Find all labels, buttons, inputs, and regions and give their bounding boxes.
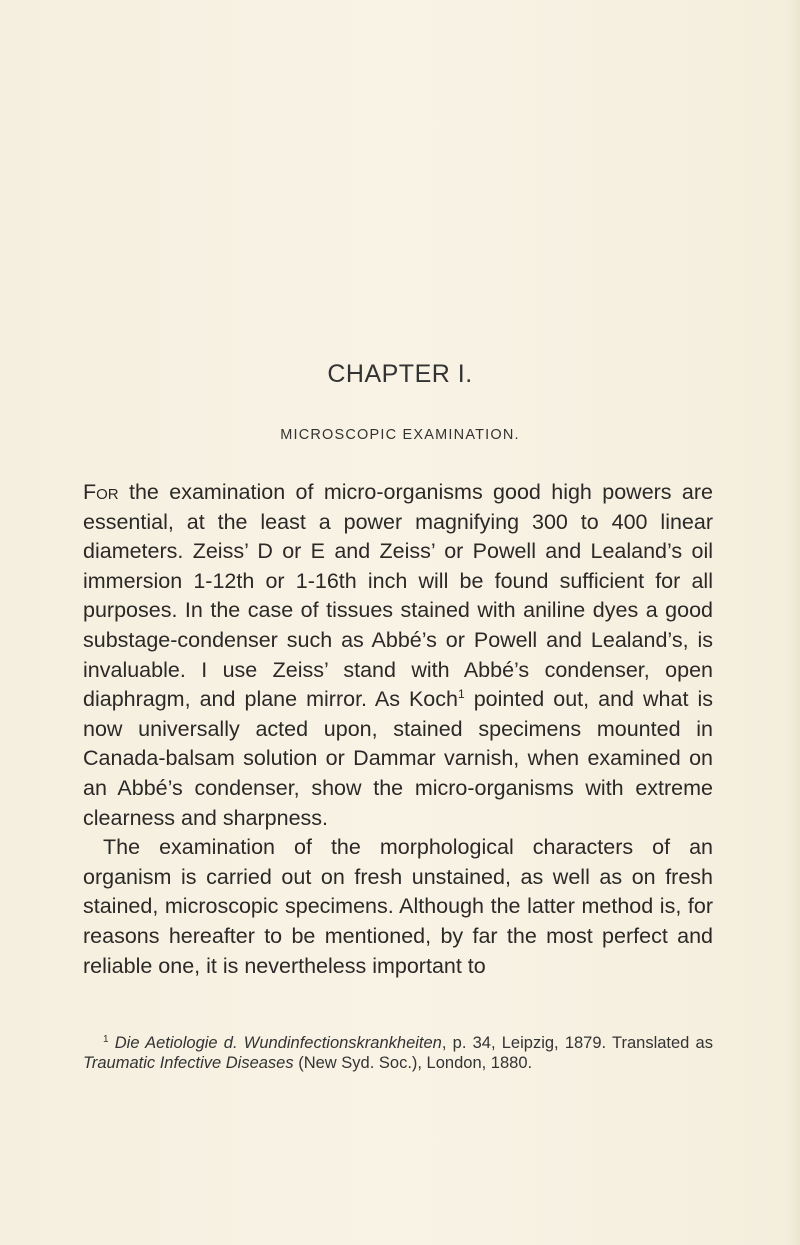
footnote-marker: 1 xyxy=(103,1034,109,1045)
chapter-heading: CHAPTER I. xyxy=(327,360,473,388)
footnote-cited-title: Die Aetiologie d. Wundinfectionskrankheiten xyxy=(114,1034,442,1052)
paragraph-1 xyxy=(83,478,713,833)
paragraph-1-lead-word: For xyxy=(83,480,119,504)
footnote-text-a: , p. 34, Leipzig, 1879. Translated as xyxy=(441,1034,713,1052)
footnote-text-b: (New Syd. Soc.), London, 1880. xyxy=(293,1054,533,1072)
footnote xyxy=(83,1033,713,1073)
body-text xyxy=(83,478,713,981)
paragraph-1-text-b: pointed out, and what is now universally acted upon, stained specimens mounted in Canada-balsam solution or Dammar varnish, when examined on an Abbé’s condenser, show the micro-organisms with extreme clearness and sharpness. xyxy=(83,687,713,830)
footnote-reference: 1 xyxy=(457,687,465,702)
paragraph-2: The examination of the morphological characters of an organism is carried out on fresh unstained, as well as on fresh stained, microscopic specimens. Although the latter method is, for reasons hereafter to be mentioned, by far the most perfect and reliable one, it is nevertheless important to xyxy=(83,835,713,978)
footnote-translated-title: Traumatic Infective Diseases xyxy=(83,1054,294,1072)
paragraph-1-text-a: the examination of micro-organisms good high powers are essential, at the least a power magnifying 300 to 400 linear diameters. Zeiss’ D or E and Zeiss’ or Powell and Lealand’s oil immersion 1-12th or 1-16th inch will be found sufficient for all purposes. In the case of tissues stained with aniline dyes a good substage-condenser such as Abbé’s or Powell and Lealand’s, is invaluable. I use Zeiss’ stand with Abbé’s condenser, open diaphragm, and plane mirror. As Koch xyxy=(83,480,713,712)
page-edge-shadow xyxy=(786,0,800,1245)
section-title: MICROSCOPIC EXAMINATION. xyxy=(280,427,520,443)
